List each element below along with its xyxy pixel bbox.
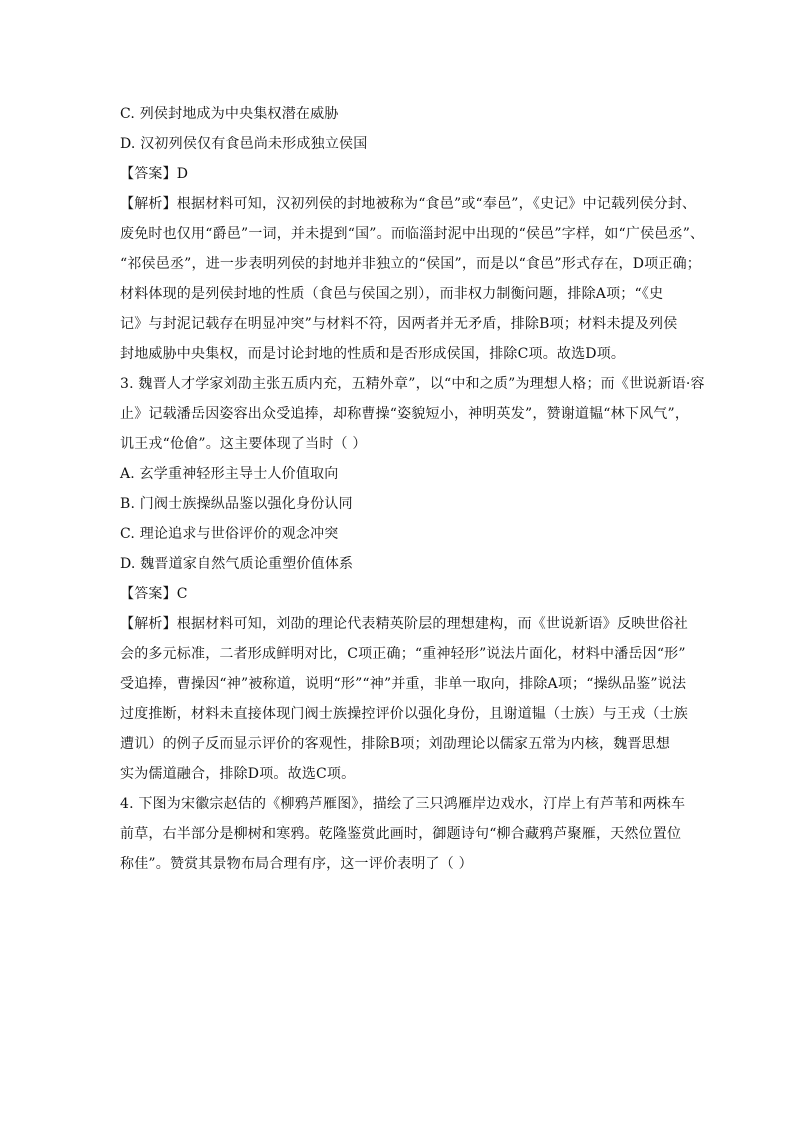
q4-stem-line: 称佳”。赞赏其景物布局合理有序，这一评价表明了（ ） <box>120 856 473 872</box>
q2-analysis-line: 【解析】根据材料可知，汉初列侯的封地被称为“食邑”或“奉邑”，《史记》中记载列侯分封、 <box>120 196 697 212</box>
q2-analysis-line: 废免时也仅用“爵邑”一词，并未提到“国”。而临淄封泥中出现的“侯邑”字样，如“广侯邑丞”、 <box>120 226 705 242</box>
q3-analysis-line: 过度推断，材料未直接体现门阀士族操控评价以强化身份，且谢道韫（士族）与王戎（士族 <box>120 706 688 722</box>
q3-analysis-line: 【解析】根据材料可知，刘劭的理论代表精英阶层的理想建构，而《世说新语》反映世俗社 <box>120 616 688 632</box>
q2-option-c: C. 列侯封地成为中央集权潜在威胁 <box>120 106 339 122</box>
q3-analysis-line: 遭讥）的例子反而显示评价的客观性，排除B项；刘劭理论以儒家五常为内核，魏晋思想 <box>120 736 671 752</box>
q3-answer: 【答案】C <box>120 586 188 602</box>
q3-option-b: B. 门阀士族操纵品鉴以强化身份认同 <box>120 496 353 512</box>
q2-answer: 【答案】D <box>120 166 189 182</box>
q2-option-d: D. 汉初列侯仅有食邑尚未形成独立侯国 <box>120 136 368 152</box>
q4-stem-line: 4. 下图为宋徽宗赵佶的《柳鸦芦雁图》，描绘了三只鸿雁岸边戏水，汀岸上有芦苇和两株车 <box>120 796 686 812</box>
q2-analysis-line: 封地威胁中央集权，而是讨论封地的性质和是否形成侯国，排除C项。故选D项。 <box>120 346 626 362</box>
q3-stem-line: 讥王戎“伧傖”。这主要体现了当时（ ） <box>120 436 367 452</box>
q3-analysis-line: 实为儒道融合，排除D项。故选C项。 <box>120 766 356 782</box>
q3-stem-line: 止》记载潘岳因姿容出众受追捧，却称曹操“姿貌短小，神明英发”，赞谢道韫“林下风气”， <box>120 406 690 422</box>
document-page <box>120 104 705 874</box>
q3-option-a: A. 玄学重神轻形主导士人价值取向 <box>120 466 339 482</box>
q2-analysis-line: “祁侯邑丞”，进一步表明列侯的封地并非独立的“侯国”，而是以“食邑”形式存在，D项正确； <box>120 256 701 272</box>
q3-stem-line: 3. 魏晋人才学家刘劭主张五质内充，五精外章”，以“中和之质”为理想人格；而《世说新语·容 <box>120 376 705 392</box>
q3-option-c: C. 理论追求与世俗评价的观念冲突 <box>120 526 339 542</box>
q2-analysis-line: 材料体现的是列侯封地的性质（食邑与侯国之别），而非权力制衡问题，排除A项；“《史 <box>120 286 664 302</box>
q2-analysis-line: 记》与封泥记载存在明显冲突”与材料不符，因两者并无矛盾，排除B项；材料未提及列侯 <box>120 316 678 332</box>
q3-analysis-line: 受追捧，曹操因“神”被称道，说明“形”“神”并重，非单一取向，排除A项；“操纵品鉴”说法 <box>120 676 687 692</box>
q3-analysis-line: 会的多元标准，二者形成鲜明对比，C项正确；“重神轻形”说法片面化，材料中潘岳因“形” <box>120 646 686 662</box>
q4-stem-line: 前草，右半部分是柳树和寒鸦。乾隆鉴赏此画时，御题诗句“柳合藏鸦芦聚雁，天然位置位 <box>120 826 682 842</box>
q3-option-d: D. 魏晋道家自然气质论重塑价值体系 <box>120 556 354 572</box>
